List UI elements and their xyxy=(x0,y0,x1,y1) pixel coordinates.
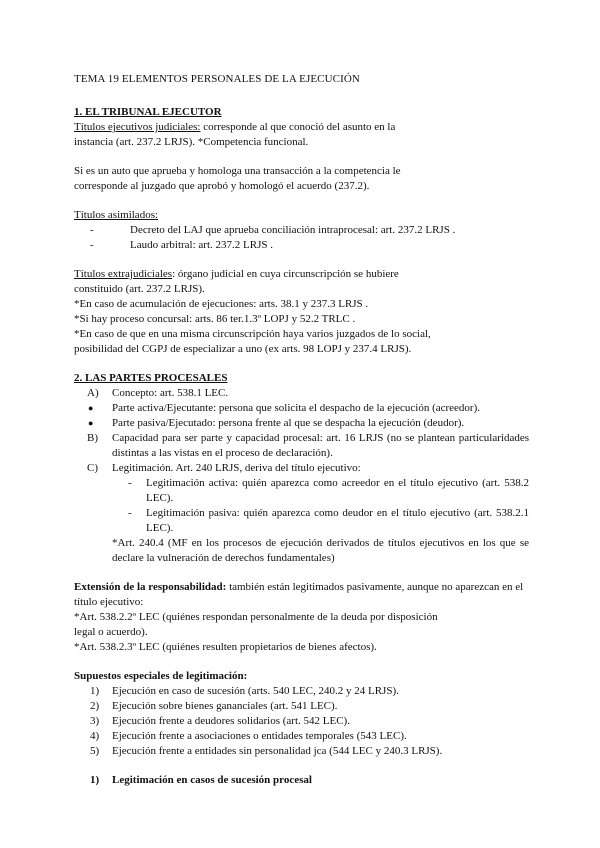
list-item xyxy=(74,744,529,759)
extension-text: también están legitimados pasivamente, aunque no aparezcan en el xyxy=(226,581,524,593)
list-item xyxy=(74,699,529,714)
auto-transaccion-line1: Si es un auto que aprueba y homologa una transacción a la competencia le xyxy=(74,165,401,177)
list-item xyxy=(74,401,529,416)
note-circunscripcion-line1: *En caso de que en una misma circunscripción haya varios juzgados de lo social, xyxy=(74,328,431,340)
parte-activa-text: Parte activa/Ejecutante: persona que solicita el despacho de la ejecución (acreedor). xyxy=(112,402,481,414)
dash-marker: - xyxy=(128,477,132,489)
asimilado-text: Decreto del LAJ que aprueba conciliación intraprocesal: art. 237.2 LRJS . xyxy=(130,224,456,236)
legitimacion-text: Legitimación. Art. 240 LRJS, deriva del título ejecutivo: xyxy=(112,462,361,474)
extension-line2: título ejecutivo: xyxy=(74,596,144,608)
list-item xyxy=(74,238,529,253)
extension-paragraph xyxy=(74,580,529,595)
list-item xyxy=(74,684,529,699)
section-1-heading: 1. EL TRIBUNAL EJECUTOR xyxy=(74,106,222,118)
list-marker: C) xyxy=(87,462,98,474)
supuesto-text: Ejecución frente a entidades sin personalidad jca (544 LEC y 240.3 LRJS). xyxy=(112,745,443,757)
titulos-extrajudiciales-line2: constituido (art. 237.2 LRJS). xyxy=(74,283,205,295)
list-marker: A) xyxy=(87,387,99,399)
titulos-extrajudiciales-text: : órgano judicial en cuya circunscripción se hubiere xyxy=(172,268,399,280)
note-acumulacion: *En caso de acumulación de ejecuciones: arts. 38.1 y 237.3 LRJS . xyxy=(74,298,369,310)
list-item xyxy=(74,416,529,431)
legitimacion-activa-text: Legitimación activa: quién aparezca como acreedor en el título ejecutivo (art. 538.2 LEC). xyxy=(146,477,529,504)
supuesto-text: Ejecución frente a deudores solidarios (art. 542 LEC). xyxy=(112,715,350,727)
document-page xyxy=(74,72,529,788)
bullet-marker: ● xyxy=(88,418,94,428)
parte-pasiva-text: Parte pasiva/Ejecutado: persona frente al que se despacha la ejecución (deudor). xyxy=(112,417,465,429)
art-240-4-note: *Art. 240.4 (MF en los procesos de ejecución derivados de títulos ejecutivos en los que se declare la vulneración de derechos fundamentales) xyxy=(112,537,529,564)
list-number: 1) xyxy=(90,774,100,786)
sucesion-procesal-heading xyxy=(74,773,529,788)
dash-marker: - xyxy=(90,239,94,251)
sucesion-procesal-title: Legitimación en casos de sucesión procesal xyxy=(112,774,312,786)
list-number: 3) xyxy=(90,715,100,727)
list-number: 5) xyxy=(90,745,100,757)
section-2-heading: 2. LAS PARTES PROCESALES xyxy=(74,372,228,384)
supuesto-text: Ejecución en caso de sucesión (arts. 540 LEC, 240.2 y 24 LRJS). xyxy=(112,685,399,697)
document-title: TEMA 19 ELEMENTOS PERSONALES DE LA EJECUCIÓN xyxy=(74,73,360,85)
titulos-extrajudiciales-label: Títulos extrajudiciales xyxy=(74,268,173,280)
note-concursal: *Si hay proceso concursal: arts. 86 ter.1.3º LOPJ y 52.2 TRLC . xyxy=(74,313,356,325)
list-number: 1) xyxy=(90,685,100,697)
titulos-extrajudiciales-paragraph xyxy=(74,267,529,282)
dash-marker: - xyxy=(90,224,94,236)
titulos-judiciales-text: corresponde al que conoció del asunto en la xyxy=(200,121,396,133)
extension-note1-line2: legal o acuerdo). xyxy=(74,626,148,638)
supuestos-heading: Supuestos especiales de legitimación: xyxy=(74,670,248,682)
extension-label: Extensión de la responsabilidad: xyxy=(74,581,227,593)
list-item xyxy=(74,461,529,476)
bullet-marker: ● xyxy=(88,403,94,413)
titulos-asimilados-label: Títulos asimilados: xyxy=(74,209,159,221)
list-item xyxy=(74,431,529,461)
list-number: 2) xyxy=(90,700,100,712)
concepto-text: Concepto: art. 538.1 LEC. xyxy=(112,387,229,399)
auto-transaccion-line2: corresponde al juzgado que aprobó y homologó el acuerdo (237.2). xyxy=(74,180,370,192)
list-number: 4) xyxy=(90,730,100,742)
supuesto-text: Ejecución frente a asociaciones o entidades temporales (543 LEC). xyxy=(112,730,407,742)
extension-note2: *Art. 538.2.3º LEC (quiénes resulten propietarios de bienes afectos). xyxy=(74,641,377,653)
titulos-judiciales-line2: instancia (art. 237.2 LRJS). *Competencia funcional. xyxy=(74,136,309,148)
titulos-judiciales-label: Títulos ejecutivos judiciales: xyxy=(74,121,201,133)
list-item xyxy=(74,506,529,536)
legitimacion-pasiva-text: Legitimación pasiva: quién aparezca como deudor en el título ejecutivo (art. 538.2.1 LEC). xyxy=(146,507,529,534)
list-item xyxy=(74,714,529,729)
list-item xyxy=(74,476,529,506)
extension-note1-line1: *Art. 538.2.2º LEC (quiénes respondan personalmente de la deuda por disposición xyxy=(74,611,438,623)
list-marker: B) xyxy=(87,432,98,444)
note-circunscripcion-line2: posibilidad del CGPJ de especializar a uno (ex arts. 98 LOPJ y 237.4 LRJS). xyxy=(74,343,412,355)
list-item xyxy=(74,729,529,744)
dash-marker: - xyxy=(128,507,132,519)
capacidad-text: Capacidad para ser parte y capacidad procesal: art. 16 LRJS (no se plantean particularidades distintas a las vistas en el proceso de declaración). xyxy=(112,432,529,459)
supuesto-text: Ejecución sobre bienes gananciales (art. 541 LEC). xyxy=(112,700,338,712)
list-item xyxy=(74,223,529,238)
asimilado-text: Laudo arbitral: art. 237.2 LRJS . xyxy=(130,239,273,251)
list-item xyxy=(74,386,529,401)
titulos-judiciales-paragraph xyxy=(74,120,529,135)
